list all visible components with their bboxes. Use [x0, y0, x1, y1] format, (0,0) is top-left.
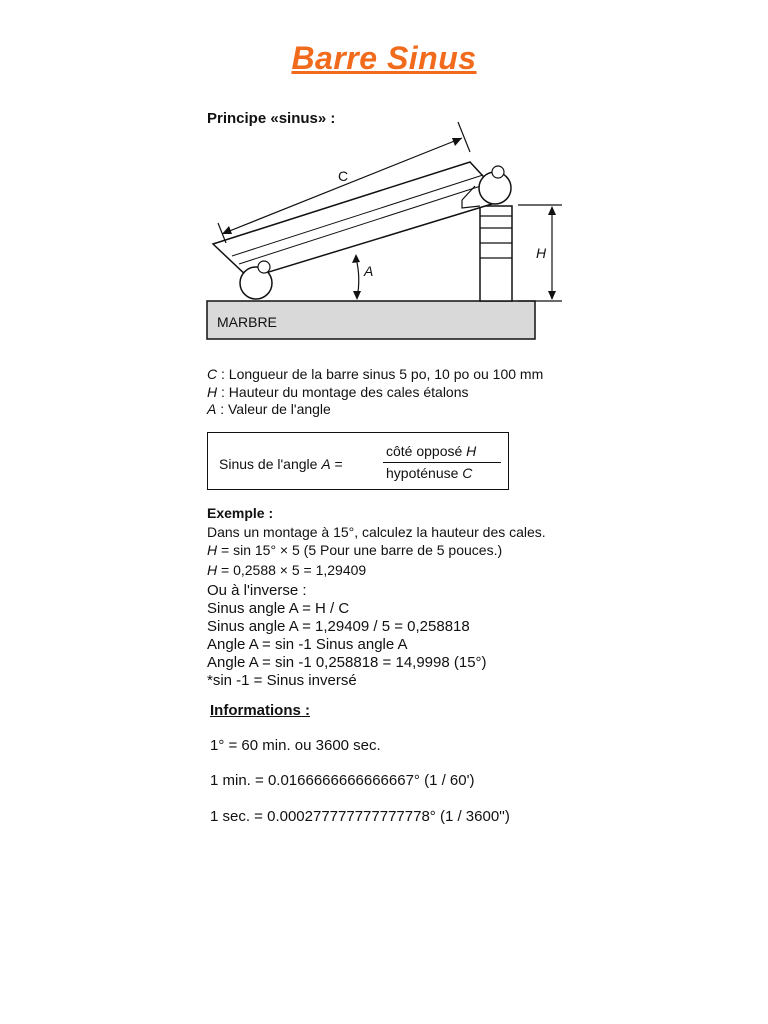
- example-note: (5 Pour une barre de 5 pouces.): [299, 542, 503, 558]
- sine-bar-diagram: [200, 118, 570, 348]
- calc-line: *sin -1 = Sinus inversé: [207, 672, 357, 689]
- label-a: A: [364, 263, 374, 279]
- example-statement: Dans un montage à 15°, calculez la hauteur des cales.: [207, 524, 546, 540]
- sine-formula-box: [207, 432, 509, 490]
- inverse-calculation: [207, 582, 487, 690]
- marble-label: MARBRE: [217, 314, 277, 330]
- info-item: 1° = 60 min. ou 3600 sec.: [210, 737, 381, 754]
- calc-line: Sinus angle A = 1,29409 / 5 = 0,258818: [207, 618, 470, 635]
- label-h: H: [536, 245, 547, 261]
- example-heading: Exemple :: [207, 505, 274, 521]
- example-equation-1: H = sin 15° × 5 (5 Pour une barre de 5 pouces.): [207, 542, 503, 558]
- formula-denominator: hypoténuse C: [386, 465, 473, 481]
- informations-heading: Informations :: [210, 702, 310, 719]
- calc-line: Angle A = sin -1 0,258818 = 14,9998 (15°): [207, 654, 487, 671]
- calc-line: Angle A = sin -1 Sinus angle A: [207, 636, 408, 653]
- definition-a: A : Valeur de l'angle: [207, 401, 331, 417]
- definitions-list: [207, 366, 543, 419]
- info-item: 1 sec. = 0.000277777777777778° (1 / 3600''): [210, 808, 510, 825]
- calc-line: Ou à l'inverse :: [207, 582, 307, 599]
- sine-bar: [213, 162, 511, 299]
- angle-indicator: [352, 254, 361, 300]
- gauge-block-stack: [480, 206, 512, 301]
- definition-c: C : Longueur de la barre sinus 5 po, 10 po ou 100 mm: [207, 366, 544, 382]
- info-item: 1 min. = 0.0166666666666667° (1 / 60'): [210, 772, 475, 789]
- formula-numerator: côté opposé H: [386, 443, 477, 459]
- example-equation-2: H = 0,2588 × 5 = 1,29409: [207, 562, 367, 578]
- page-title: Barre Sinus: [291, 40, 477, 76]
- fraction-bar: [383, 462, 501, 463]
- calc-line: Sinus angle A = H / C: [207, 600, 350, 617]
- definition-h: H : Hauteur du montage des cales étalons: [207, 383, 469, 400]
- label-c: C: [338, 168, 349, 184]
- formula-lhs: Sinus de l'angle A =: [219, 456, 343, 472]
- principe-heading: Principe «sinus» :: [207, 110, 336, 127]
